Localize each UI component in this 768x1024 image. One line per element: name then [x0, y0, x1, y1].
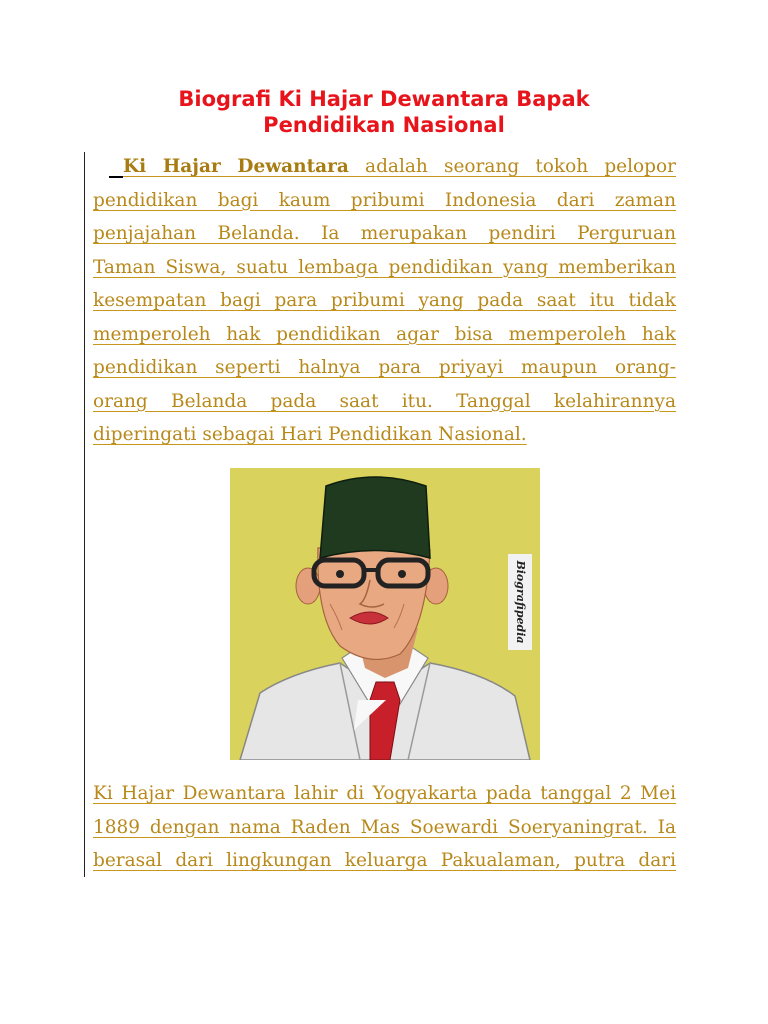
paragraph-line: pendidikan seperti halnya para priyayi maupun orang- — [93, 357, 676, 378]
margin-line — [84, 152, 85, 877]
paragraph-line: Taman Siswa, suatu lembaga pendidikan yang memberikan — [93, 256, 676, 278]
peci-hat — [320, 477, 430, 558]
person-name: Ki Hajar Dewantara — [123, 156, 349, 177]
paragraph-line: Ki Hajar Dewantara lahir di Yogyakarta pada tanggal 2 Mei — [93, 783, 676, 804]
paragraph-line — [93, 150, 676, 184]
title-line-2: Pendidikan Nasional — [263, 113, 505, 137]
watermark-text: Biografipedia — [514, 560, 527, 644]
portrait-svg — [230, 468, 540, 760]
paragraph-birth — [93, 777, 676, 878]
eye-left — [336, 570, 344, 578]
paragraph-intro — [93, 150, 676, 452]
eye-right — [398, 570, 406, 578]
paragraph-line: 1889 dengan nama Raden Mas Soewardi Soeryaningrat. Ia — [93, 816, 676, 838]
title-line-1: Biografi Ki Hajar Dewantara Bapak — [178, 87, 590, 111]
paragraph-line: orang Belanda pada saat itu. Tanggal kelahirannya — [93, 390, 676, 412]
paragraph-line: memperoleh hak pendidikan agar bisa memperoleh hak — [93, 323, 676, 345]
paragraph-line: pendidikan bagi kaum pribumi Indonesia dari zaman — [93, 189, 676, 211]
paragraph-line: kesempatan bagi para pribumi yang pada saat itu tidak — [93, 290, 676, 311]
paragraph-line: berasal dari lingkungan keluarga Pakualaman, putra dari — [93, 850, 676, 871]
portrait-illustration — [230, 468, 540, 760]
paragraph-line: penjajahan Belanda. Ia merupakan pendiri Perguruan — [93, 223, 676, 244]
paragraph-line-text: adalah seorang tokoh pelopor — [348, 156, 676, 177]
document-title — [0, 86, 768, 138]
paragraph-line: diperingati sebagai Hari Pendidikan Nasional. — [93, 424, 527, 445]
